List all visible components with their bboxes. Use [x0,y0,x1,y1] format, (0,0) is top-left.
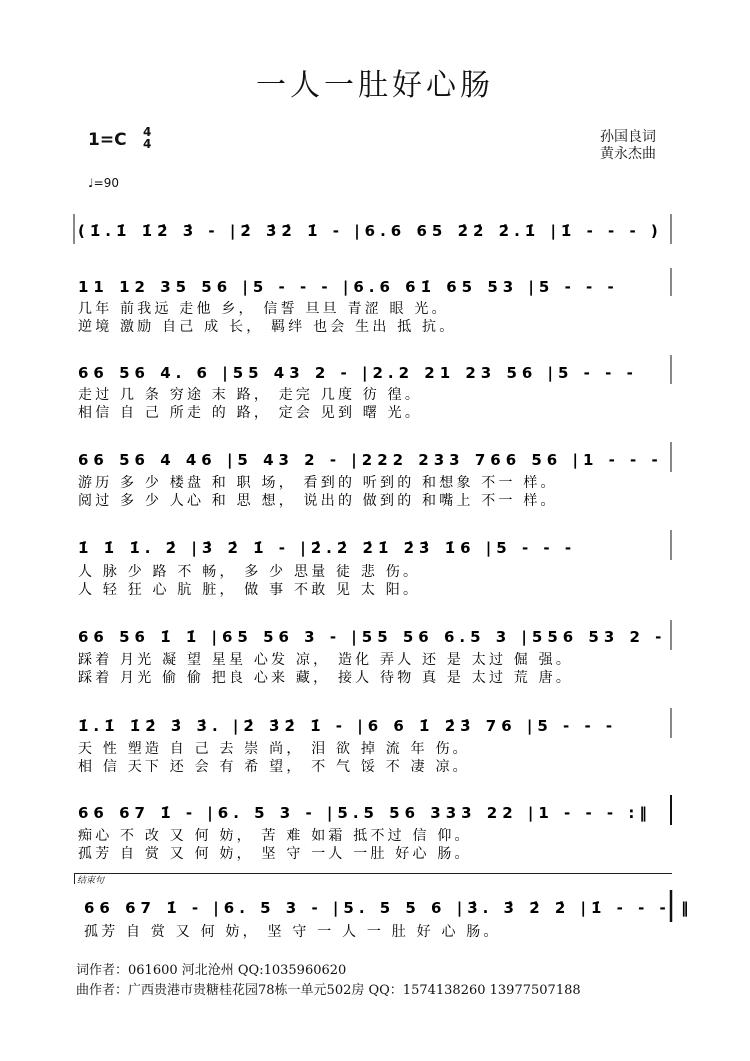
lyric-line: 相信 自 己 所走 的 路， 定会 见到 曙 光。 [78,405,423,421]
lyricist: 孙国良词 [600,129,656,145]
composer: 黄永杰曲 [600,146,656,162]
lyric-line: 天 性 塑造 自 己 去 崇 尚， 泪 欲 掉 流 年 伤。 [78,741,470,757]
music-line: 11 12 35 56 |5 - - - |6.6 61̇ 65 53 |5 - - - [78,278,619,296]
key-signature: 1=C [88,130,127,150]
ending-label: 结束句 [77,876,105,886]
lyric-line: 踩着 月光 偷 偷 把良 心来 藏， 接人 待物 真 是 太过 荒 唐。 [78,670,574,686]
lyric-line: 游历 多 少 楼盘 和 职 场， 看到的 听到的 和想象 不一 样。 [78,475,558,491]
music-line: 66 56 1̇ 1̇ |65 56 3 - |55 56 6.5 3 |556 53 2 - [78,628,667,646]
lyric-line: 孤芳 自 赏 又 何 妨， 坚 守 一 人 一 肚 好 心 肠。 [84,924,501,940]
lyric-line: 阅过 多 少 人心 和 思 想， 说出的 做到的 和嘴上 不一 样。 [78,493,558,509]
footer-lyricist: 词作者：061600 河北沧州 QQ:1035960620 [76,963,347,978]
lyric-line: 走过 几 条 穷途 末 路， 走完 几度 彷 徨。 [78,387,423,403]
music-line: (1̇.1̇ 1̇2̇ 3̇ - |2̇ 3̇2̇ 1̇ - |6.6 65 2̇2̇ 2̇.1̇ |1̇ - - - ) [78,222,663,240]
lyric-line: 痴心 不 改 又 何 妨， 苦 难 如霜 抵不过 信 仰。 [78,828,472,844]
lyric-line: 踩着 月光 凝 望 星星 心发 凉， 造化 弄人 还 是 太过 倔 强。 [78,652,574,668]
music-line: 66 67 1̇ - |6. 5 3 - |5.5 56 333 22 |1 - - - :‖ [78,804,652,822]
lyric-line: 逆境 激励 自己 成 长， 羁绊 也会 生出 抵 抗。 [78,319,457,335]
song-title: 一人一肚好心肠 [256,68,494,103]
meter-bottom: 4 [143,137,152,151]
lyric-line: 人 脉 少 路 不 畅， 多 少 思量 徒 悲 伤。 [78,564,421,580]
music-line: 66 67 1̇ - |6. 5 3 - |5. 5 5 6 |3̇. 3̇ 2̇ 2̇ |1̇ - - - ‖ [84,899,694,917]
music-line: 66 56 4. 6 |55 43 2 - |2.2 21 23 56 |5 - - - [78,364,638,382]
lyric-line: 相 信 天下 还 会 有 希 望， 不 气 馁 不 凄 凉。 [78,759,470,775]
footer-composer: 曲作者：广西贵港市贵糖桂花园78栋一单元502房 QQ：1574138260 13977507188 [76,983,581,998]
lyric-line: 几年 前我远 走他 乡， 信誓 旦旦 青涩 眼 光。 [78,301,449,317]
music-line: 1̇.1̇ 1̇2̇ 3̇ 3̇. |2̇ 3̇2̇ 1̇ - |6 6 1̇ 2̇3̇ 76 |5 - - - [78,717,618,735]
lyric-line: 孤芳 自 赏 又 何 妨， 坚 守 一人 一肚 好心 肠。 [78,846,472,862]
music-line: 1̇ 1̇ 1̇. 2̇ |3̇ 2̇ 1̇ - |2̇.2̇ 2̇1̇ 2̇3̇ 1̇6 |5 - - - [78,539,577,557]
music-line: 66 56 4 46 |5 43 2 - |222 233 766 56 |1 - - - [78,451,663,469]
footer [76,961,581,1001]
tempo-mark: ♩=90 [88,176,119,190]
meter-top: 4 [143,125,152,139]
lyric-line: 人 轻 狂 心 肮 脏， 做 事 不敢 见 太 阳。 [78,582,421,598]
